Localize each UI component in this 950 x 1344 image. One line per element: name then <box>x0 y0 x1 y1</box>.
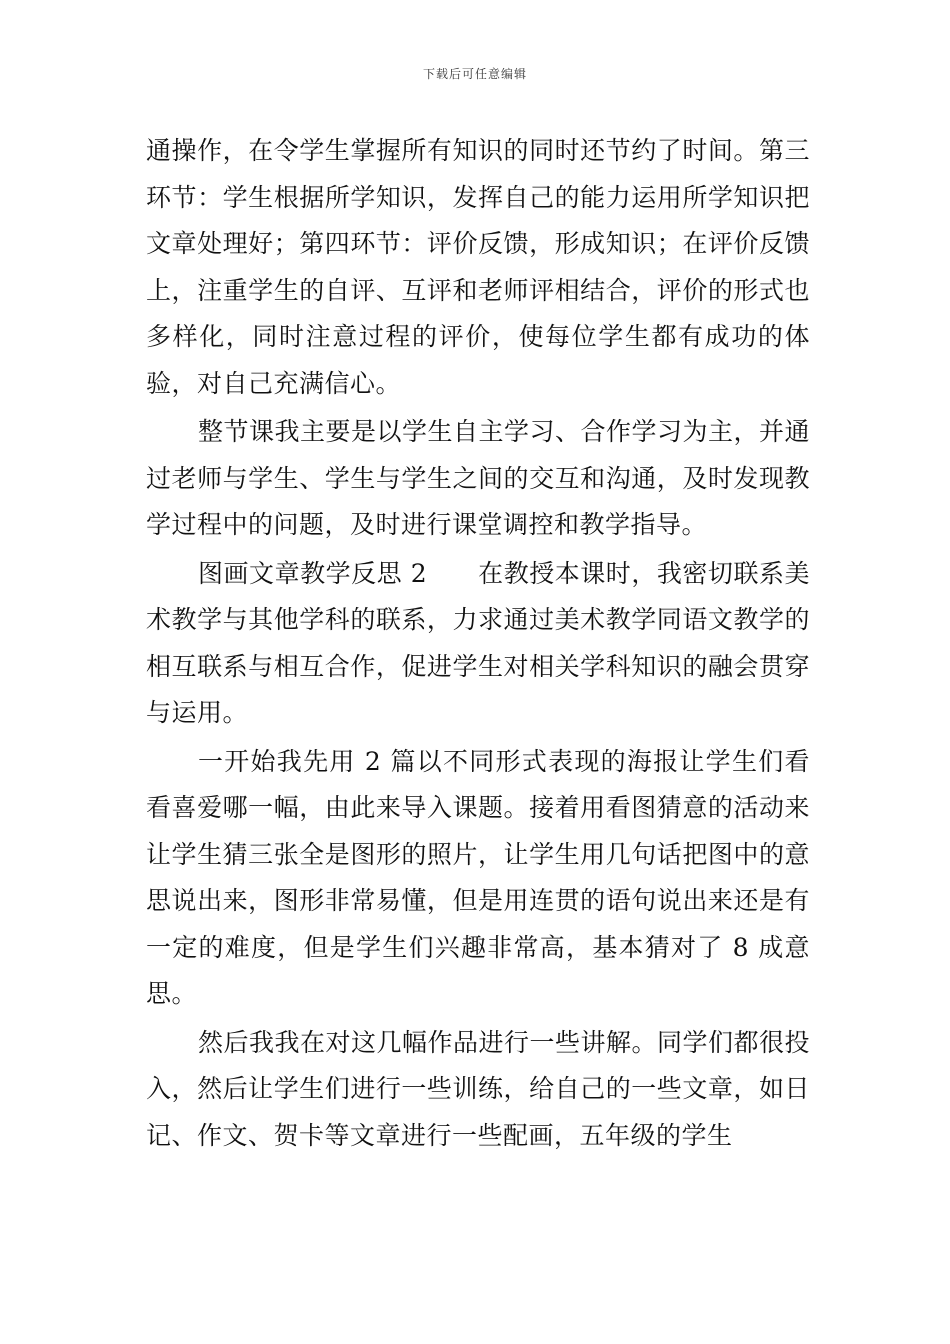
paragraph-3: 图画文章教学反思 2 在教授本课时，我密切联系美术教学与其他学科的联系，力求通过美术教学同语文教学的相互联系与相互合作，促进学生对相关学科知识的融会贯穿与运用。 <box>146 558 810 727</box>
paragraph-1: 通操作，在令学生掌握所有知识的同时还节约了时间。第三环节：学生根据所学知识，发挥自己的能力运用所学知识把文章处理好；第四环节：评价反馈，形成知识；在评价反馈上，注重学生的自评、互评和老师评相结合，评价的形式也多样化，同时注意过程的评价，使每位学生都有成功的体验，对自己充满信心。 <box>146 136 810 398</box>
page-header: 下载后可任意编辑 <box>422 67 527 81</box>
paragraph-5: 然后我我在对这几幅作品进行一些讲解。同学们都很投入，然后让学生们进行一些训练，给自己的一些文章，如日记、作文、贺卡等文章进行一些配画，五年级的学生 <box>146 1027 811 1150</box>
document-body <box>146 128 810 1159</box>
paragraph-4: 一开始我先用 2 篇以不同形式表现的海报让学生们看看喜爱哪一幅，由此来导入课题。接着用看图猜意的活动来让学生猜三张全是图形的照片，让学生用几句话把图中的意思说出来，图形非常易懂，但是用连贯的语句说出来还是有一定的难度，但是学生们兴趣非常高，基本猜对了 8 成意思。 <box>146 746 810 1008</box>
paragraph-2: 整节课我主要是以学生自主学习、合作学习为主，并通过老师与学生、学生与学生之间的交互和沟通，及时发现教学过程中的问题，及时进行课堂调控和教学指导。 <box>146 417 811 539</box>
